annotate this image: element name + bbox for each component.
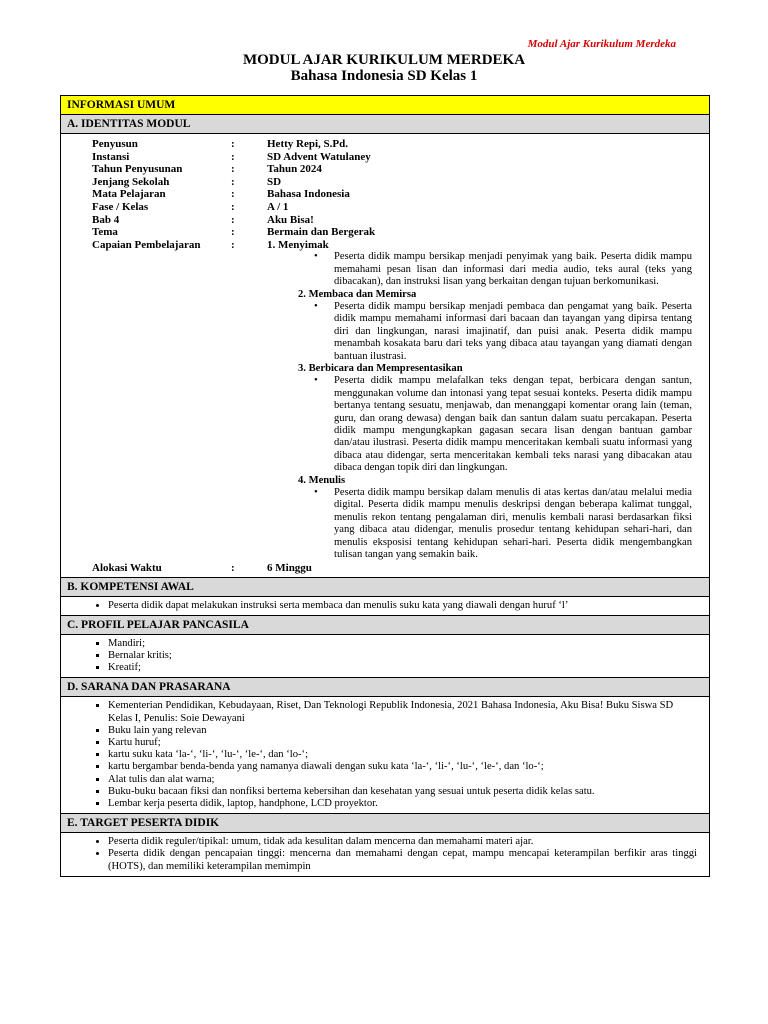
list-item: ▪ Lembar kerja peserta didik, laptop, handphone, LCD proyektor.	[108, 798, 697, 810]
list-item: ▪ Alat tulis dan alat warna;	[108, 774, 697, 786]
sarana-section	[61, 697, 709, 814]
identitas-grid	[61, 134, 709, 577]
kompetensi-heading: B. KOMPETENSI AWAL	[61, 578, 709, 597]
capaian-heading: 3. Berbicara dan Mempresentasikan	[298, 363, 463, 374]
sarana-heading: D. SARANA DAN PRASARANA	[61, 678, 709, 697]
list-item: ▪ Kementerian Pendidikan, Kebudayaan, Riset, Dan Teknologi Republik Indonesia, 2021 Bahasa Indonesia, Aku Bisa! Buku Siswa SD Kelas I, Penulis: Soie Dewayani	[108, 700, 697, 724]
identitas-row: Fase / Kelas : A / 1	[92, 200, 289, 213]
profil-heading: C. PROFIL PELAJAR PANCASILA	[61, 616, 709, 635]
list-item: ▪ kartu suku kata ‘la-‘, ‘li-‘, ‘lu-‘, ‘le-‘, dan ‘lo-‘;	[108, 749, 697, 761]
list-item: ▪ Buku-buku bacaan fiksi dan nonfiksi bertema kebersihan dan kesehatan yang sesuai untuk peserta didik kelas satu.	[108, 786, 697, 798]
header-note: Modul Ajar Kurikulum Merdeka	[527, 38, 676, 50]
alokasi-waktu-row: Alokasi Waktu : 6 Minggu	[92, 561, 312, 574]
identitas-section	[61, 134, 709, 578]
title-line-2: Bahasa Indonesia SD Kelas 1	[290, 68, 478, 84]
identitas-heading: A. IDENTITAS MODUL	[61, 115, 709, 134]
list-item: ▪ Kreatif;	[108, 662, 697, 674]
list-item: • Peserta didik reguler/tipikal: umum, tidak ada kesulitan dalam mencerna dan memahami materi ajar.	[108, 836, 697, 848]
list-item: ▪ Kartu huruf;	[108, 737, 697, 749]
list-item: ▪ Bernalar kritis;	[108, 650, 697, 662]
profil-section	[61, 635, 709, 679]
list-item: ▪ kartu bergambar benda-benda yang namanya diawali dengan suku kata ‘la-‘, ‘li-‘, ‘lu-‘, ‘le-‘, dan ‘lo-‘;	[108, 761, 697, 773]
capaian-item: • Peserta didik mampu melafalkan teks dengan tepat, berbicara dengan santun, menggunakan volume dan intonasi yang tepat sesuai konteks. Peserta didik mampu bertanya tentang sesuatu, menjawab, dan menanggapi komentar orang lain (teman, guru, dan orang dewasa) dengan baik dan santun dalam suatu percakapan. Peserta didik mampu mengungkapkan gagasan secara lisan dengan bantuan gambar dan/atau ilustrasi. Peserta didik mampu menceritakan kembali suatu informasi yang dibaca atau didengar, serta menceritakan kembali teks narasi yang dibacakan atau dibaca dengan topik diri dan lingkungan.	[314, 375, 692, 474]
capaian-heading: 2. Membaca dan Memirsa	[298, 288, 417, 300]
identitas-row: Tema : Bermain dan Bergerak	[92, 226, 376, 239]
list-item: • Peserta didik dapat melakukan instruksi serta membaca dan menulis suku kata yang diawali dengan huruf ‘l’	[108, 600, 697, 612]
identitas-row: Mata Pelajaran : Bahasa Indonesia	[92, 188, 350, 201]
list-item: ▪ Buku lain yang relevan	[108, 725, 697, 737]
capaian-item: • Peserta didik mampu bersikap dalam menulis di atas kertas dan/atau melalui media digital. Peserta didik mampu menulis deskripsi dengan beberapa kalimat tunggal, menulis rekon tentang pengalaman diri, menulis kembali narasi berdasarkan fiksi yang dibaca atau didengar, menulis prosedur tentang kehidupan sehari-hari, dan menulis eksposisi tentang kehidupan sehari-hari. Peserta didik mengembangkan tulisan tangan yang semakin baik.	[314, 487, 692, 561]
capaian-item: • Peserta didik mampu bersikap menjadi pembaca dan pengamat yang baik. Peserta didik mampu memahami informasi dari bacaan dan tayangan yang dipirsa tentang diri dan lingkungan, narasi imajinatif, dan puisi anak. Peserta didik mampu menambah kosakata baru dari teks yang dibaca atau tayangan yang diamati dengan bantuan ilustrasi.	[314, 300, 692, 362]
list-item: • Peserta didik dengan pencapaian tinggi: mencerna dan memahami dengan cepat, mampu mencapai keterampilan berfikir aras tinggi (HOTS), dan memiliki keterampilan memimpin	[108, 848, 697, 872]
title-line-1: MODUL AJAR KURIKULUM MERDEKA	[242, 52, 526, 68]
document-title	[0, 52, 768, 84]
module-table	[60, 95, 710, 877]
identitas-row: Instansi : SD Advent Watulaney	[92, 150, 371, 163]
kompetensi-section	[61, 597, 709, 616]
identitas-row: Jenjang Sekolah : SD	[92, 175, 282, 188]
identitas-row: Capaian Pembelajaran : 1. Menyimak	[92, 238, 329, 251]
identitas-row: Tahun Penyusunan : Tahun 2024	[92, 163, 322, 176]
identitas-row: Penyusun : Hetty Repi, S.Pd.	[92, 138, 348, 150]
capaian-heading: 4. Menulis	[298, 474, 346, 486]
informasi-umum-heading: INFORMASI UMUM	[61, 96, 709, 115]
identitas-row: Bab 4 : Aku Bisa!	[92, 213, 314, 226]
capaian-pembelajaran	[298, 251, 692, 561]
list-item: ▪ Mandiri;	[108, 638, 697, 650]
capaian-item: • Peserta didik mampu bersikap menjadi penyimak yang baik. Peserta didik mampu memahami pesan lisan dan informasi dari media audio, teks aural (teks yang dibacakan), dan instruksi lisan yang berkaitan dengan tujuan berkomunikasi.	[314, 251, 692, 288]
target-heading: E. TARGET PESERTA DIDIK	[61, 814, 709, 833]
target-section	[61, 833, 709, 877]
